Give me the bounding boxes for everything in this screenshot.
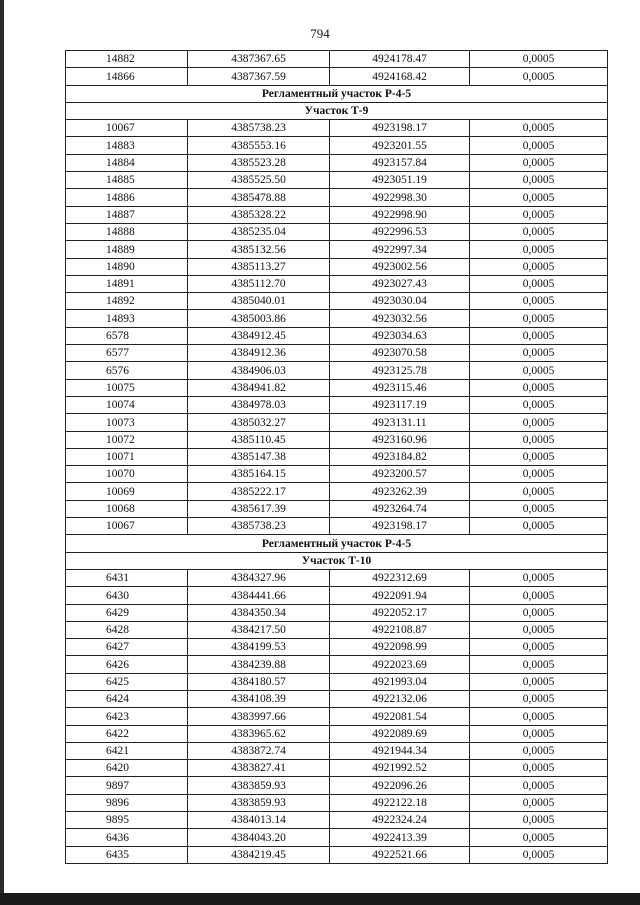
table-row <box>66 189 608 206</box>
coordinates-table-container <box>65 50 607 864</box>
table-row <box>66 760 608 777</box>
y-coordinate-cell: 4922098.99 <box>330 639 470 656</box>
tolerance-cell: 0,0005 <box>470 725 608 742</box>
table-row <box>66 310 608 327</box>
tolerance-cell: 0,0005 <box>470 51 608 68</box>
y-coordinate-cell: 4923030.04 <box>330 293 470 310</box>
tolerance-cell: 0,0005 <box>470 742 608 759</box>
tolerance-cell: 0,0005 <box>470 448 608 465</box>
point-number-cell: 6429 <box>66 604 188 621</box>
point-number-cell: 10074 <box>66 396 188 413</box>
x-coordinate-cell: 4385617.39 <box>188 500 330 517</box>
x-coordinate-cell: 4383997.66 <box>188 708 330 725</box>
x-coordinate-cell: 4385132.56 <box>188 241 330 258</box>
point-number-cell: 14892 <box>66 293 188 310</box>
table-row <box>66 396 608 413</box>
y-coordinate-cell: 4922413.39 <box>330 829 470 846</box>
point-number-cell: 6577 <box>66 345 188 362</box>
section-subtitle: Участок Т-9 <box>66 102 608 119</box>
table-row <box>66 812 608 829</box>
y-coordinate-cell: 4923027.43 <box>330 275 470 292</box>
tolerance-cell: 0,0005 <box>470 396 608 413</box>
y-coordinate-cell: 4924178.47 <box>330 51 470 68</box>
table-row <box>66 51 608 68</box>
y-coordinate-cell: 4923115.46 <box>330 379 470 396</box>
point-number-cell: 14884 <box>66 154 188 171</box>
section-title: Регламентный участок Р-4-5 <box>66 535 608 552</box>
point-number-cell: 14889 <box>66 241 188 258</box>
y-coordinate-cell: 4923157.84 <box>330 154 470 171</box>
y-coordinate-cell: 4922996.53 <box>330 223 470 240</box>
y-coordinate-cell: 4922324.24 <box>330 812 470 829</box>
tolerance-cell: 0,0005 <box>470 466 608 483</box>
point-number-cell: 6422 <box>66 725 188 742</box>
y-coordinate-cell: 4922023.69 <box>330 656 470 673</box>
table-row <box>66 466 608 483</box>
x-coordinate-cell: 4384199.53 <box>188 639 330 656</box>
table-row <box>66 846 608 863</box>
table-row <box>66 742 608 759</box>
x-coordinate-cell: 4385222.17 <box>188 483 330 500</box>
table-row <box>66 708 608 725</box>
tolerance-cell: 0,0005 <box>470 241 608 258</box>
point-number-cell: 14891 <box>66 275 188 292</box>
table-row <box>66 621 608 638</box>
y-coordinate-cell: 4923184.82 <box>330 448 470 465</box>
point-number-cell: 6421 <box>66 742 188 759</box>
y-coordinate-cell: 4923201.55 <box>330 137 470 154</box>
tolerance-cell: 0,0005 <box>470 777 608 794</box>
x-coordinate-cell: 4385040.01 <box>188 293 330 310</box>
coordinates-table-body <box>66 51 608 864</box>
table-row <box>66 673 608 690</box>
table-row <box>66 725 608 742</box>
x-coordinate-cell: 4387367.65 <box>188 51 330 68</box>
tolerance-cell: 0,0005 <box>470 760 608 777</box>
page-number: 794 <box>310 26 330 41</box>
scan-bottom-edge <box>0 893 640 905</box>
x-coordinate-cell: 4384350.34 <box>188 604 330 621</box>
point-number-cell: 10067 <box>66 518 188 535</box>
tolerance-cell: 0,0005 <box>470 656 608 673</box>
point-number-cell: 6576 <box>66 362 188 379</box>
y-coordinate-cell: 4921993.04 <box>330 673 470 690</box>
point-number-cell: 14893 <box>66 310 188 327</box>
point-number-cell: 6420 <box>66 760 188 777</box>
x-coordinate-cell: 4385523.28 <box>188 154 330 171</box>
table-row <box>66 414 608 431</box>
table-row <box>66 777 608 794</box>
y-coordinate-cell: 4922108.87 <box>330 621 470 638</box>
table-row <box>66 587 608 604</box>
point-number-cell: 9895 <box>66 812 188 829</box>
table-row <box>66 293 608 310</box>
y-coordinate-cell: 4921992.52 <box>330 760 470 777</box>
tolerance-cell: 0,0005 <box>470 293 608 310</box>
point-number-cell: 6424 <box>66 690 188 707</box>
table-row <box>66 518 608 535</box>
point-number-cell: 10068 <box>66 500 188 517</box>
table-row <box>66 379 608 396</box>
x-coordinate-cell: 4385553.16 <box>188 137 330 154</box>
tolerance-cell: 0,0005 <box>470 673 608 690</box>
point-number-cell: 6427 <box>66 639 188 656</box>
tolerance-cell: 0,0005 <box>470 587 608 604</box>
y-coordinate-cell: 4922997.34 <box>330 241 470 258</box>
x-coordinate-cell: 4385328.22 <box>188 206 330 223</box>
tolerance-cell: 0,0005 <box>470 206 608 223</box>
x-coordinate-cell: 4384978.03 <box>188 396 330 413</box>
table-row <box>66 345 608 362</box>
tolerance-cell: 0,0005 <box>470 310 608 327</box>
table-row <box>66 569 608 586</box>
x-coordinate-cell: 4384912.45 <box>188 327 330 344</box>
point-number-cell: 10075 <box>66 379 188 396</box>
y-coordinate-cell: 4923262.39 <box>330 483 470 500</box>
coordinates-table <box>65 50 608 864</box>
table-row <box>66 656 608 673</box>
tolerance-cell: 0,0005 <box>470 812 608 829</box>
table-row <box>66 120 608 137</box>
y-coordinate-cell: 4923051.19 <box>330 172 470 189</box>
tolerance-cell: 0,0005 <box>470 846 608 863</box>
tolerance-cell: 0,0005 <box>470 189 608 206</box>
tolerance-cell: 0,0005 <box>470 500 608 517</box>
table-row <box>66 68 608 85</box>
y-coordinate-cell: 4922089.69 <box>330 725 470 742</box>
point-number-cell: 10072 <box>66 431 188 448</box>
table-row <box>66 223 608 240</box>
table-row <box>66 172 608 189</box>
tolerance-cell: 0,0005 <box>470 327 608 344</box>
x-coordinate-cell: 4384441.66 <box>188 587 330 604</box>
tolerance-cell: 0,0005 <box>470 794 608 811</box>
point-number-cell: 14883 <box>66 137 188 154</box>
point-number-cell: 6428 <box>66 621 188 638</box>
tolerance-cell: 0,0005 <box>470 68 608 85</box>
table-row <box>66 431 608 448</box>
tolerance-cell: 0,0005 <box>470 345 608 362</box>
table-row <box>66 206 608 223</box>
section-title: Регламентный участок Р-4-5 <box>66 85 608 102</box>
scan-edge-shadow <box>0 0 4 905</box>
tolerance-cell: 0,0005 <box>470 362 608 379</box>
tolerance-cell: 0,0005 <box>470 379 608 396</box>
x-coordinate-cell: 4387367.59 <box>188 68 330 85</box>
table-row <box>66 275 608 292</box>
section-title-row <box>66 535 608 552</box>
tolerance-cell: 0,0005 <box>470 483 608 500</box>
point-number-cell: 10071 <box>66 448 188 465</box>
x-coordinate-cell: 4385738.23 <box>188 120 330 137</box>
x-coordinate-cell: 4385113.27 <box>188 258 330 275</box>
x-coordinate-cell: 4385112.70 <box>188 275 330 292</box>
x-coordinate-cell: 4385164.15 <box>188 466 330 483</box>
point-number-cell: 14885 <box>66 172 188 189</box>
x-coordinate-cell: 4384219.45 <box>188 846 330 863</box>
x-coordinate-cell: 4385003.86 <box>188 310 330 327</box>
y-coordinate-cell: 4922052.17 <box>330 604 470 621</box>
x-coordinate-cell: 4383859.93 <box>188 794 330 811</box>
x-coordinate-cell: 4384906.03 <box>188 362 330 379</box>
y-coordinate-cell: 4923002.56 <box>330 258 470 275</box>
y-coordinate-cell: 4924168.42 <box>330 68 470 85</box>
tolerance-cell: 0,0005 <box>470 154 608 171</box>
tolerance-cell: 0,0005 <box>470 275 608 292</box>
x-coordinate-cell: 4384327.96 <box>188 569 330 586</box>
y-coordinate-cell: 4923117.19 <box>330 396 470 413</box>
tolerance-cell: 0,0005 <box>470 414 608 431</box>
x-coordinate-cell: 4383872.74 <box>188 742 330 759</box>
x-coordinate-cell: 4384912.36 <box>188 345 330 362</box>
table-row <box>66 500 608 517</box>
x-coordinate-cell: 4385110.45 <box>188 431 330 448</box>
x-coordinate-cell: 4384043.20 <box>188 829 330 846</box>
y-coordinate-cell: 4923160.96 <box>330 431 470 448</box>
y-coordinate-cell: 4922521.66 <box>330 846 470 863</box>
y-coordinate-cell: 4922132.06 <box>330 690 470 707</box>
point-number-cell: 6423 <box>66 708 188 725</box>
table-row <box>66 829 608 846</box>
x-coordinate-cell: 4385147.38 <box>188 448 330 465</box>
y-coordinate-cell: 4923125.78 <box>330 362 470 379</box>
y-coordinate-cell: 4922998.90 <box>330 206 470 223</box>
y-coordinate-cell: 4922096.26 <box>330 777 470 794</box>
x-coordinate-cell: 4384941.82 <box>188 379 330 396</box>
point-number-cell: 9897 <box>66 777 188 794</box>
table-row <box>66 258 608 275</box>
table-row <box>66 639 608 656</box>
point-number-cell: 6436 <box>66 829 188 846</box>
y-coordinate-cell: 4923034.63 <box>330 327 470 344</box>
point-number-cell: 10069 <box>66 483 188 500</box>
x-coordinate-cell: 4383965.62 <box>188 725 330 742</box>
tolerance-cell: 0,0005 <box>470 223 608 240</box>
point-number-cell: 14866 <box>66 68 188 85</box>
tolerance-cell: 0,0005 <box>470 518 608 535</box>
point-number-cell: 14887 <box>66 206 188 223</box>
table-row <box>66 241 608 258</box>
x-coordinate-cell: 4385235.04 <box>188 223 330 240</box>
point-number-cell: 14882 <box>66 51 188 68</box>
table-row <box>66 448 608 465</box>
point-number-cell: 6435 <box>66 846 188 863</box>
x-coordinate-cell: 4383827.41 <box>188 760 330 777</box>
x-coordinate-cell: 4384108.39 <box>188 690 330 707</box>
point-number-cell: 6431 <box>66 569 188 586</box>
tolerance-cell: 0,0005 <box>470 621 608 638</box>
tolerance-cell: 0,0005 <box>470 639 608 656</box>
x-coordinate-cell: 4384013.14 <box>188 812 330 829</box>
y-coordinate-cell: 4921944.34 <box>330 742 470 759</box>
point-number-cell: 6425 <box>66 673 188 690</box>
y-coordinate-cell: 4922122.18 <box>330 794 470 811</box>
section-subtitle-row <box>66 102 608 119</box>
point-number-cell: 6426 <box>66 656 188 673</box>
y-coordinate-cell: 4923198.17 <box>330 518 470 535</box>
tolerance-cell: 0,0005 <box>470 120 608 137</box>
y-coordinate-cell: 4922091.94 <box>330 587 470 604</box>
tolerance-cell: 0,0005 <box>470 604 608 621</box>
section-subtitle-row <box>66 552 608 569</box>
tolerance-cell: 0,0005 <box>470 690 608 707</box>
tolerance-cell: 0,0005 <box>470 172 608 189</box>
tolerance-cell: 0,0005 <box>470 258 608 275</box>
tolerance-cell: 0,0005 <box>470 708 608 725</box>
table-row <box>66 362 608 379</box>
tolerance-cell: 0,0005 <box>470 569 608 586</box>
x-coordinate-cell: 4385525.50 <box>188 172 330 189</box>
y-coordinate-cell: 4923264.74 <box>330 500 470 517</box>
table-row <box>66 483 608 500</box>
point-number-cell: 14886 <box>66 189 188 206</box>
table-row <box>66 327 608 344</box>
x-coordinate-cell: 4384180.57 <box>188 673 330 690</box>
table-row <box>66 794 608 811</box>
x-coordinate-cell: 4385478.88 <box>188 189 330 206</box>
x-coordinate-cell: 4385032.27 <box>188 414 330 431</box>
y-coordinate-cell: 4922081.54 <box>330 708 470 725</box>
point-number-cell: 14890 <box>66 258 188 275</box>
x-coordinate-cell: 4385738.23 <box>188 518 330 535</box>
table-row <box>66 604 608 621</box>
table-row <box>66 137 608 154</box>
section-title-row <box>66 85 608 102</box>
x-coordinate-cell: 4383859.93 <box>188 777 330 794</box>
point-number-cell: 6578 <box>66 327 188 344</box>
x-coordinate-cell: 4384217.50 <box>188 621 330 638</box>
table-row <box>66 154 608 171</box>
y-coordinate-cell: 4923131.11 <box>330 414 470 431</box>
tolerance-cell: 0,0005 <box>470 829 608 846</box>
table-row <box>66 690 608 707</box>
point-number-cell: 10067 <box>66 120 188 137</box>
point-number-cell: 14888 <box>66 223 188 240</box>
x-coordinate-cell: 4384239.88 <box>188 656 330 673</box>
point-number-cell: 10073 <box>66 414 188 431</box>
section-subtitle: Участок Т-10 <box>66 552 608 569</box>
tolerance-cell: 0,0005 <box>470 137 608 154</box>
y-coordinate-cell: 4923032.56 <box>330 310 470 327</box>
y-coordinate-cell: 4923198.17 <box>330 120 470 137</box>
point-number-cell: 9896 <box>66 794 188 811</box>
y-coordinate-cell: 4922998.30 <box>330 189 470 206</box>
point-number-cell: 6430 <box>66 587 188 604</box>
point-number-cell: 10070 <box>66 466 188 483</box>
y-coordinate-cell: 4923200.57 <box>330 466 470 483</box>
y-coordinate-cell: 4922312.69 <box>330 569 470 586</box>
tolerance-cell: 0,0005 <box>470 431 608 448</box>
y-coordinate-cell: 4923070.58 <box>330 345 470 362</box>
